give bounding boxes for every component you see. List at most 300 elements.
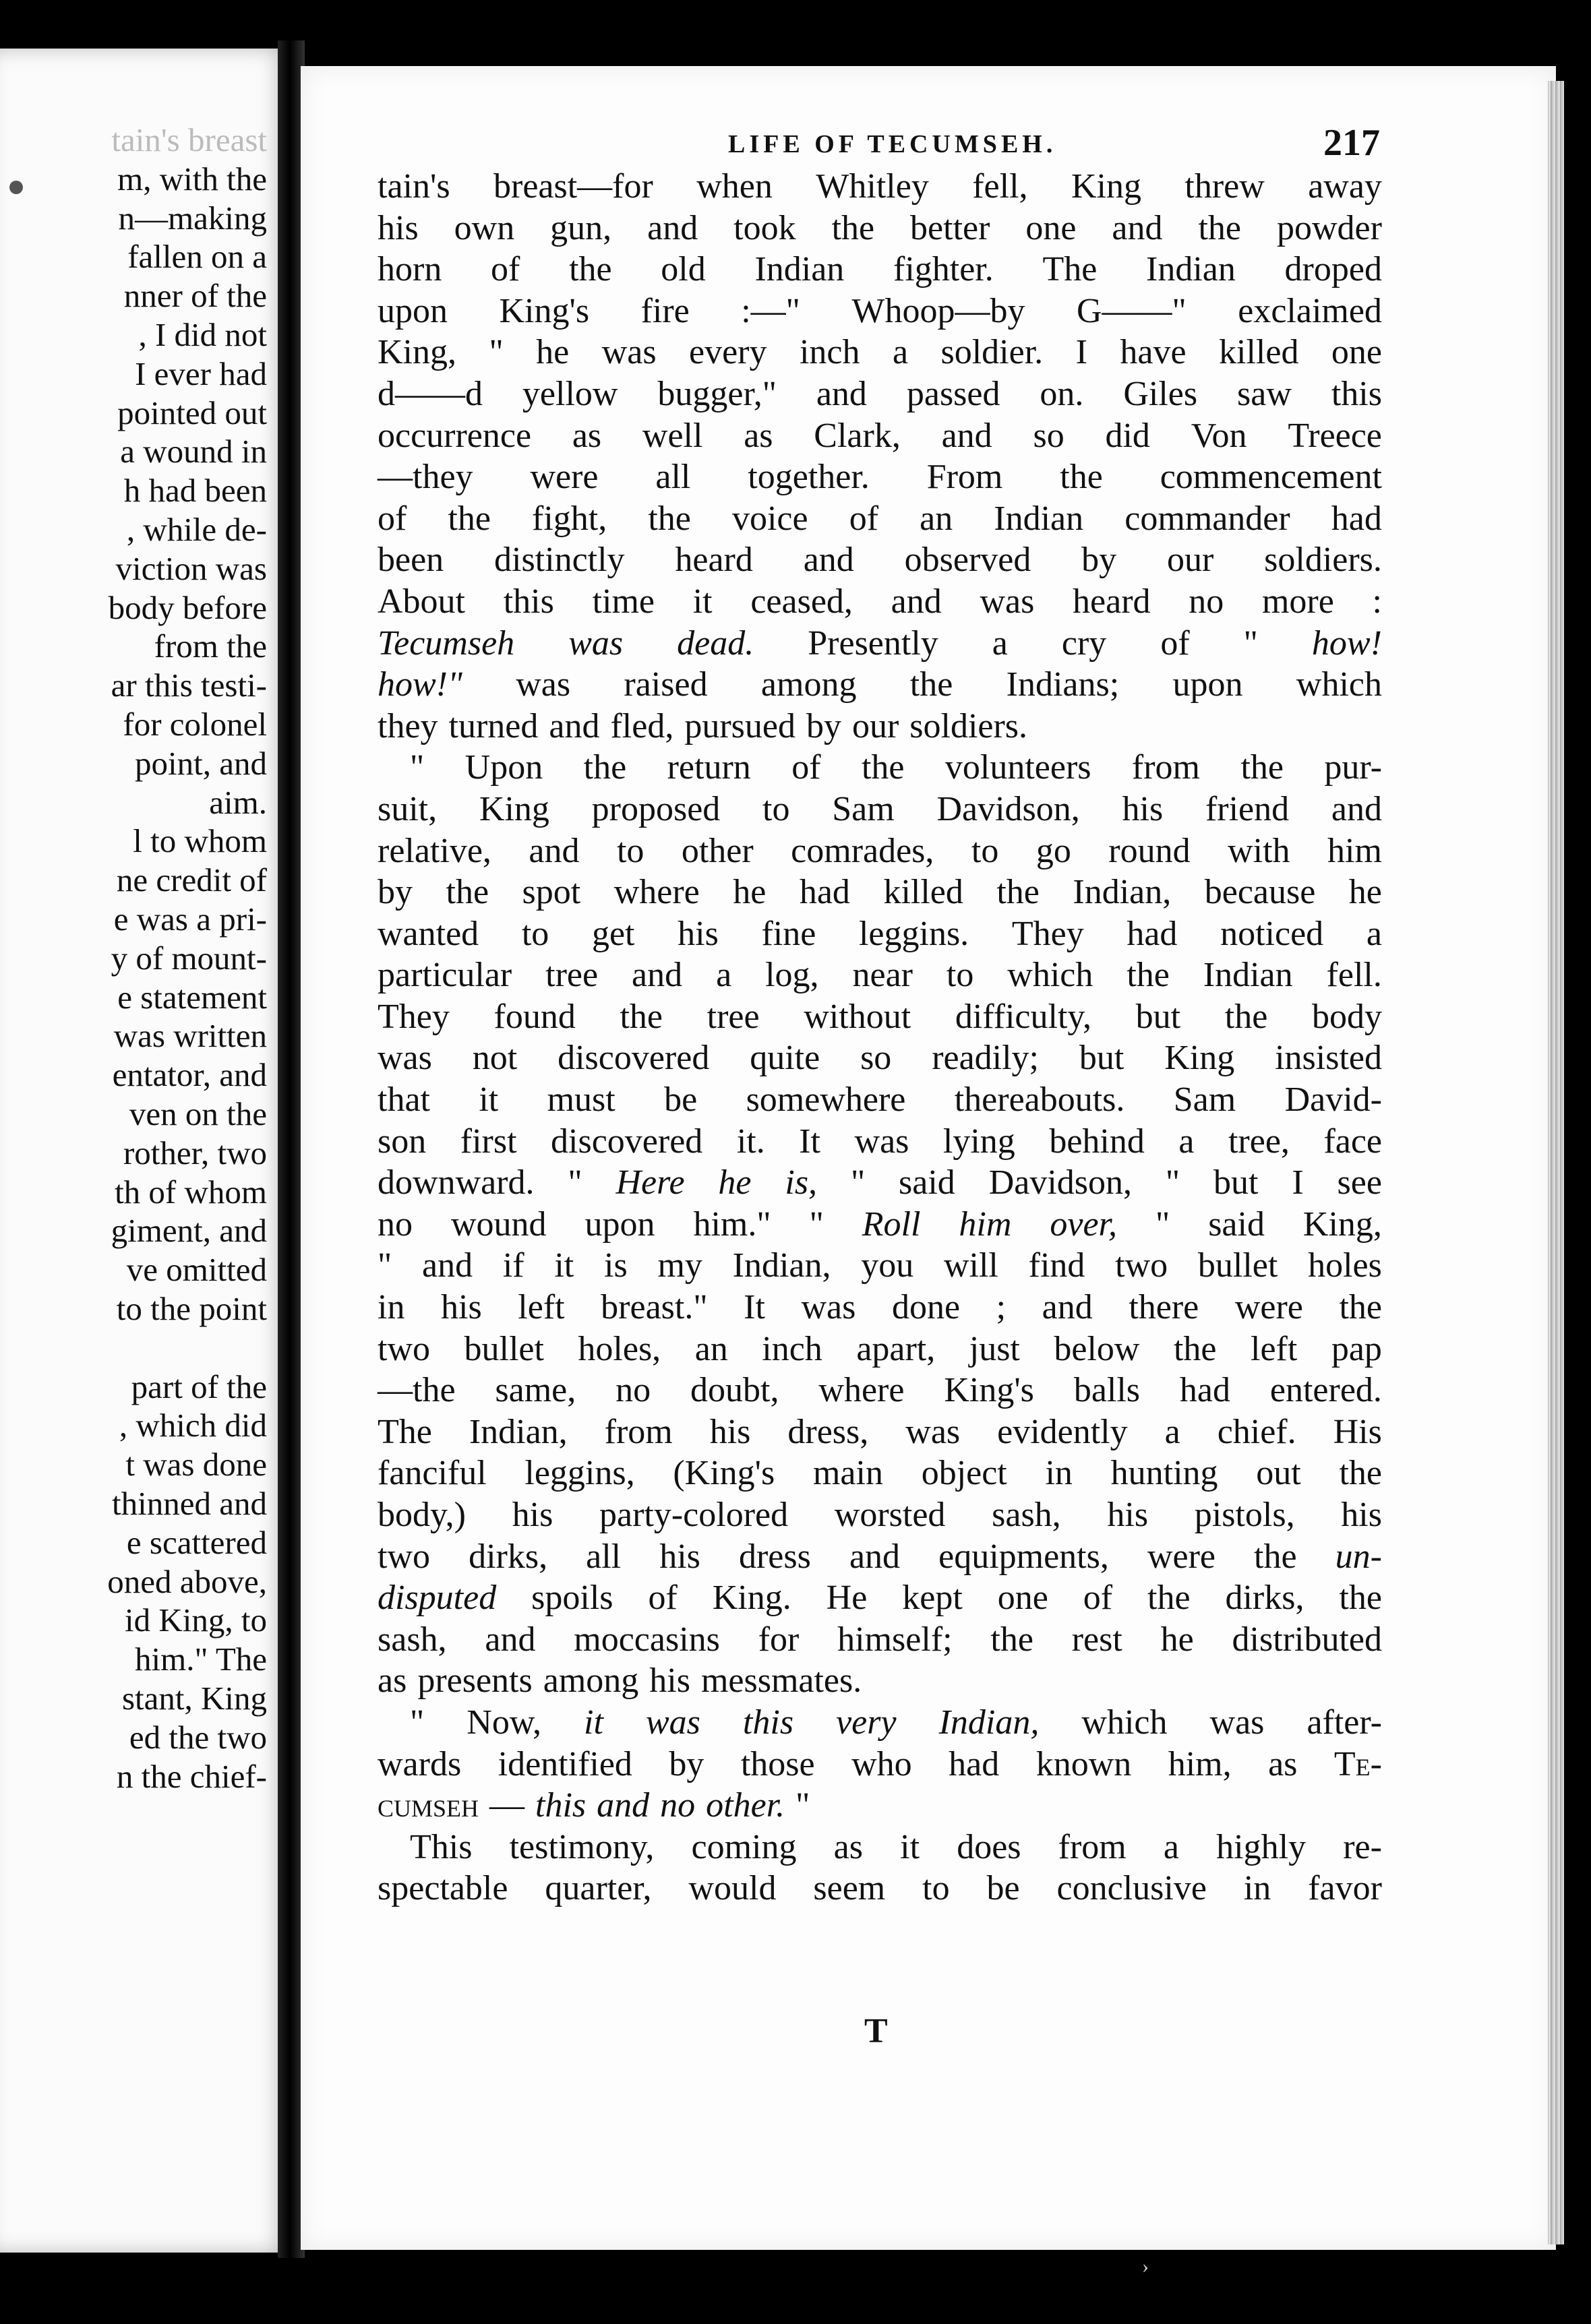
word: somewhere	[746, 1080, 906, 1120]
word: readily;	[932, 1039, 1040, 1078]
word: as	[833, 1827, 863, 1866]
word: rest	[1071, 1620, 1122, 1659]
word: the	[448, 499, 491, 538]
word: had	[1127, 914, 1178, 953]
left-page-line: was written	[113, 1017, 267, 1055]
word: I	[1292, 1163, 1304, 1202]
word: and	[632, 956, 683, 995]
word: log,	[765, 956, 819, 995]
text-line	[378, 456, 1382, 498]
word: horn	[378, 250, 442, 289]
word: his	[709, 1412, 751, 1451]
left-page-line: nner of the	[123, 277, 267, 315]
word: dirks,	[1225, 1579, 1304, 1618]
word: two	[378, 1537, 430, 1576]
word: King.	[712, 1579, 791, 1618]
text-line	[378, 954, 1382, 996]
word: discovered	[551, 1122, 703, 1161]
word: upon	[584, 1204, 655, 1244]
word: behind	[1049, 1122, 1145, 1161]
word: his	[378, 208, 419, 247]
word: it.	[736, 1122, 765, 1161]
left-page-line: pointed out	[117, 394, 267, 431]
left-page-line: rother, two	[123, 1134, 267, 1171]
word: and	[1112, 208, 1163, 247]
word: with	[1228, 831, 1290, 870]
word: Upon	[464, 748, 543, 787]
word: King	[1164, 1039, 1235, 1078]
word: our	[1167, 541, 1214, 580]
word: voice	[731, 499, 808, 538]
word: had	[799, 873, 850, 912]
word: gun,	[550, 208, 612, 247]
left-page-line: entator, and	[112, 1056, 267, 1094]
word: together.	[748, 458, 870, 497]
word: so	[1033, 416, 1064, 455]
word: by	[378, 873, 413, 912]
word: fell.	[1326, 956, 1382, 995]
word: He	[826, 1579, 868, 1618]
word: Presently	[808, 623, 938, 663]
word: discovered	[558, 1039, 710, 1078]
word: well	[642, 416, 703, 455]
word: had	[1331, 499, 1382, 538]
word: no	[616, 1371, 651, 1410]
word: observed	[904, 541, 1031, 580]
word: turned	[448, 706, 539, 745]
word: fine	[761, 914, 816, 953]
word: leggins.	[858, 914, 969, 953]
word: —the	[378, 1371, 456, 1410]
word: which	[1007, 956, 1093, 995]
word: Indian,	[732, 1246, 831, 1285]
word: he	[1160, 1620, 1194, 1659]
word: I	[1075, 333, 1087, 372]
word: the	[861, 748, 905, 787]
word: the	[620, 997, 663, 1036]
word: cry	[1061, 623, 1107, 663]
word: they	[378, 706, 438, 745]
left-page-line: n the chief-	[116, 1757, 267, 1795]
word: soldiers.	[909, 706, 1028, 745]
word: bullet	[464, 1329, 544, 1368]
text-line	[378, 1287, 1382, 1328]
word: of	[849, 499, 879, 538]
word: Indian,	[938, 1703, 1040, 1742]
page-edge	[1548, 81, 1564, 2244]
word: for	[758, 1620, 800, 1659]
word: The	[378, 1412, 432, 1451]
word: how!"	[378, 665, 462, 704]
word: body,)	[378, 1496, 466, 1534]
word: where	[818, 1371, 905, 1410]
word: King's	[944, 1371, 1034, 1410]
left-page-line: part of the	[131, 1368, 267, 1405]
word: fight,	[532, 499, 607, 538]
word: David-	[1284, 1080, 1382, 1120]
word: "	[809, 1204, 824, 1244]
word: see	[1337, 1163, 1382, 1202]
word: "	[410, 1703, 425, 1742]
word: bullet	[1197, 1246, 1278, 1285]
word: him	[1327, 831, 1382, 870]
signature-mark: T	[864, 2012, 888, 2050]
word: Whitley	[816, 167, 929, 206]
word: King,	[378, 333, 456, 372]
left-page-line: viction was	[115, 549, 267, 587]
word: it	[900, 1827, 920, 1866]
text-line	[378, 415, 1382, 457]
left-page-line: body before	[108, 588, 267, 626]
text-line	[378, 872, 1382, 913]
word: away	[1308, 167, 1382, 206]
word: every	[689, 333, 767, 372]
word: and	[941, 416, 992, 455]
word: (King's	[673, 1454, 775, 1493]
word: d——d	[378, 374, 483, 413]
word: quarter,	[545, 1869, 652, 1908]
text-line	[378, 1328, 1382, 1370]
word: of	[1160, 623, 1190, 663]
left-page-line: thinned and	[112, 1485, 267, 1522]
text-line	[378, 1827, 1382, 1868]
word: his	[441, 1288, 482, 1327]
text-line	[378, 1536, 1382, 1578]
word: pur-	[1324, 748, 1382, 787]
left-page-line: ven on the	[129, 1095, 267, 1132]
word: one	[997, 1579, 1048, 1618]
word: From	[926, 458, 1003, 497]
word: was	[378, 1039, 432, 1078]
word: he	[1348, 873, 1382, 912]
word: to	[922, 1869, 950, 1908]
word: proposed	[591, 789, 721, 828]
word: Sam	[1173, 1080, 1236, 1120]
word: the	[1339, 1454, 1382, 1493]
word: over,	[1050, 1204, 1118, 1244]
word: him	[959, 1204, 1012, 1244]
word: but	[1213, 1163, 1259, 1202]
text-line	[378, 208, 1382, 249]
word: Here	[616, 1163, 685, 1202]
word: this	[503, 582, 554, 621]
left-page-line: tain's breast	[111, 121, 267, 158]
word: holes	[1308, 1246, 1382, 1285]
word: G——"	[1076, 291, 1187, 330]
word: as	[572, 416, 602, 455]
left-page-line: ve omitted	[126, 1251, 267, 1289]
text-line	[378, 1121, 1382, 1163]
word: Te-	[1333, 1744, 1382, 1783]
left-page-line: h had been	[123, 472, 267, 510]
word: ceased,	[750, 582, 853, 621]
word: one	[1025, 208, 1077, 247]
word: inch	[762, 1329, 822, 1368]
text-line	[378, 332, 1382, 373]
word: as	[1268, 1744, 1298, 1783]
word: be	[986, 1869, 1020, 1908]
word: first	[460, 1122, 517, 1161]
text-line	[378, 913, 1382, 955]
word: heard	[1073, 582, 1151, 621]
left-page-line: e scattered	[126, 1523, 267, 1561]
word: it	[692, 582, 713, 621]
word: worsted	[834, 1496, 946, 1534]
left-page-line: l to whom	[133, 822, 267, 860]
word: an	[920, 499, 953, 538]
word: this	[742, 1703, 794, 1742]
text-line	[378, 1577, 1382, 1619]
word: among	[760, 665, 857, 704]
word: his	[1122, 789, 1164, 828]
text-line	[378, 1494, 1382, 1536]
word: the	[1339, 1579, 1382, 1618]
word: doubt,	[690, 1371, 779, 1410]
word: cumseh	[378, 1786, 479, 1825]
word: Treece	[1288, 416, 1382, 455]
word: fell,	[972, 167, 1028, 206]
word: "	[410, 748, 425, 787]
word: highly	[1216, 1827, 1307, 1866]
text-line	[378, 1162, 1382, 1204]
word: "	[1155, 1204, 1170, 1244]
word: same,	[495, 1371, 576, 1410]
word: Von	[1191, 416, 1247, 455]
word: time	[592, 582, 655, 621]
word: friend	[1205, 789, 1290, 828]
word: bugger,"	[657, 374, 777, 413]
word: powder	[1276, 208, 1382, 247]
word: They	[378, 997, 450, 1036]
word: those	[740, 1744, 815, 1783]
word: as	[378, 1661, 407, 1701]
word: equipments,	[938, 1537, 1109, 1576]
left-page-line: th of whom	[115, 1173, 267, 1211]
word: sash,	[992, 1496, 1061, 1534]
word: to	[521, 914, 549, 953]
word: after-	[1307, 1703, 1382, 1742]
word: sash,	[378, 1620, 447, 1659]
word: About	[378, 582, 465, 621]
word: hunting	[1110, 1454, 1218, 1493]
word: of	[491, 250, 520, 289]
word: King	[479, 789, 549, 828]
word: :—"	[741, 291, 800, 330]
word: Roll	[862, 1204, 921, 1244]
word: the	[1224, 997, 1268, 1036]
word: Whoop—by	[851, 291, 1025, 330]
word: and	[891, 582, 942, 621]
left-page-line: him." The	[134, 1641, 267, 1678]
word: a	[716, 956, 732, 995]
word: from	[604, 1412, 673, 1451]
word: was	[516, 665, 571, 704]
word: as	[744, 416, 773, 455]
word: leggins,	[524, 1454, 635, 1493]
word: wards	[378, 1744, 462, 1783]
word: fire	[640, 291, 690, 330]
word: "	[1165, 1163, 1180, 1202]
word: It	[799, 1122, 820, 1161]
text-line	[378, 1744, 1382, 1785]
left-page-line: e was a pri-	[113, 900, 267, 938]
word: have	[1120, 333, 1187, 372]
word: The	[1042, 250, 1098, 289]
word: was	[905, 1412, 961, 1451]
word: downward.	[378, 1163, 535, 1202]
word: kept	[902, 1579, 963, 1618]
word: favor	[1308, 1869, 1382, 1908]
text-line	[378, 1660, 1382, 1702]
word: it	[479, 1080, 499, 1120]
word: chief.	[1217, 1412, 1296, 1451]
word: found	[493, 997, 576, 1036]
text-line	[378, 1079, 1382, 1121]
text-line	[378, 1785, 1382, 1827]
word: which	[1296, 665, 1382, 704]
word: It	[744, 1288, 765, 1327]
word: Clark,	[814, 416, 901, 455]
word: must	[547, 1080, 616, 1120]
ink-spot	[9, 181, 23, 194]
word: an	[694, 1329, 728, 1368]
text-line	[378, 290, 1382, 332]
left-page-line: fallen on a	[127, 238, 267, 276]
word: droped	[1284, 250, 1382, 289]
left-page-line: , while de-	[126, 511, 267, 548]
left-page-line: giment, and	[111, 1212, 267, 1250]
left-page-line: m, with the	[117, 160, 267, 197]
text-line	[378, 706, 1382, 747]
word: identified	[498, 1744, 632, 1783]
word: was	[601, 333, 657, 372]
word: the	[909, 665, 953, 704]
left-page-line: ne credit of	[116, 861, 267, 899]
word: by	[1081, 541, 1117, 580]
word: and	[816, 374, 867, 413]
text-line	[378, 373, 1382, 415]
text-line	[378, 1619, 1382, 1661]
word: were	[1234, 1288, 1303, 1327]
word: the	[1147, 1579, 1191, 1618]
word: exclaimed	[1238, 291, 1382, 330]
word: heard	[675, 541, 753, 580]
word: upon	[1172, 665, 1243, 704]
word: left	[518, 1288, 565, 1327]
word: this	[535, 1786, 587, 1825]
word: re-	[1343, 1827, 1382, 1866]
word: Indian	[994, 499, 1084, 538]
word: himself;	[837, 1620, 953, 1659]
word: threw	[1184, 167, 1265, 206]
word: un-	[1335, 1537, 1382, 1576]
left-page-line: a wound in	[120, 433, 267, 470]
word: dress,	[787, 1412, 869, 1451]
word: his	[1107, 1496, 1149, 1534]
word: passed	[906, 374, 1000, 413]
word: it	[584, 1703, 603, 1742]
word: if	[502, 1246, 524, 1285]
word: he	[733, 873, 767, 912]
word: his	[659, 1537, 700, 1576]
word: more	[1261, 582, 1334, 621]
left-page-line: ed the two	[129, 1718, 267, 1756]
word: Indian,	[469, 1412, 568, 1451]
word: a	[1164, 1412, 1180, 1451]
text-line	[378, 1702, 1382, 1744]
word: body	[1311, 997, 1382, 1036]
text-line	[378, 747, 1382, 789]
word: party-colored	[599, 1496, 789, 1534]
word: old	[661, 250, 706, 289]
word: had	[949, 1744, 1000, 1783]
word: and	[421, 1246, 473, 1285]
word: the	[1240, 748, 1284, 787]
word: and	[597, 1786, 650, 1825]
word: by	[669, 1744, 704, 1783]
word: in	[378, 1288, 405, 1327]
left-page-line: I ever had	[135, 355, 267, 392]
word: Now,	[467, 1703, 541, 1742]
word: "	[568, 1163, 582, 1202]
word: Davidson,	[988, 1163, 1133, 1202]
word: get	[591, 914, 635, 953]
word: no	[1189, 582, 1224, 621]
word: "	[1243, 623, 1258, 663]
left-page-line: for colonel	[123, 706, 267, 743]
word: left	[1251, 1329, 1298, 1368]
word: Indian	[1146, 250, 1236, 289]
left-page-line: ar this testi-	[111, 667, 267, 704]
word: thereabouts.	[954, 1080, 1125, 1120]
word: object	[921, 1454, 1007, 1493]
word: on.	[1040, 374, 1084, 413]
word: King,	[1302, 1204, 1382, 1244]
word: who	[851, 1744, 912, 1783]
word: and	[1331, 789, 1382, 828]
word: to	[971, 831, 999, 870]
word: messmates.	[700, 1661, 862, 1701]
text-line	[378, 996, 1382, 1038]
left-page-line: n—making	[118, 199, 267, 237]
word: near	[852, 956, 913, 995]
word: is	[604, 1246, 628, 1285]
word: how!	[1311, 623, 1382, 663]
word: face	[1323, 1122, 1382, 1161]
word: of	[1083, 1579, 1113, 1618]
left-page-line: oned above,	[107, 1562, 267, 1600]
word: in	[1243, 1869, 1271, 1908]
word: him,	[1168, 1744, 1232, 1783]
word: to	[616, 831, 644, 870]
word: you	[861, 1246, 914, 1285]
word: is,	[785, 1163, 818, 1202]
word: killed	[1219, 333, 1299, 372]
left-page-line: aim.	[209, 783, 267, 821]
word: wound	[450, 1204, 547, 1244]
word: This	[410, 1827, 473, 1866]
word: —they	[378, 458, 473, 497]
word: particular	[378, 956, 512, 995]
word: pursued	[684, 706, 796, 745]
word: seem	[813, 1869, 886, 1908]
word: the	[1060, 458, 1103, 497]
word: without	[804, 997, 911, 1036]
left-page-line: to the point	[116, 1290, 267, 1327]
word: moccasins	[574, 1620, 720, 1659]
word: his	[649, 1661, 690, 1701]
word: will	[943, 1246, 998, 1285]
